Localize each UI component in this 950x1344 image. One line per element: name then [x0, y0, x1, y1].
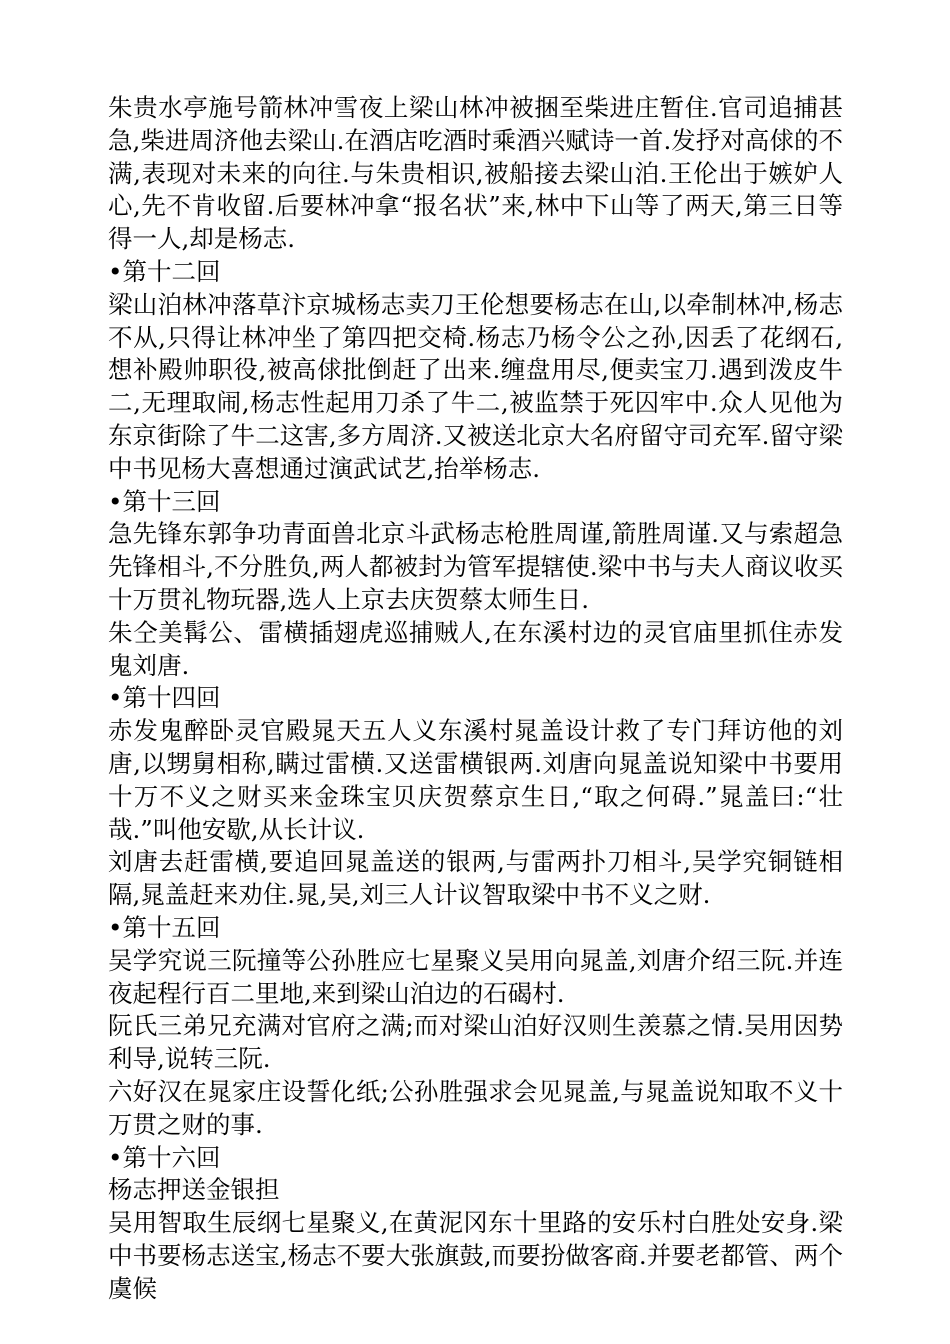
- paragraph-ch15-summary-3: 六好汉在晁家庄设誓化纸;公孙胜强求会见晁盖,与晁盖说知取不义十万贯之财的事.: [108, 1076, 843, 1139]
- paragraph-ch15-summary-2: 阮氏三弟兄充满对官府之满;而对梁山泊好汉则生羡慕之情.吴用因势利导,说转三阮.: [108, 1011, 843, 1074]
- chapter-heading-15: •第十五回: [108, 912, 221, 942]
- chapter-heading-12: •第十二回: [108, 256, 221, 286]
- paragraph-ch14-summary-1: 赤发鬼醉卧灵官殿晁天五人义东溪村晁盖设计救了专门拜访他的刘唐,以甥舅相称,瞒过雷横.又送雷横银两.刘唐向晁盖说知梁中书要用十万不义之财买来金珠宝贝庆贺蔡京生日,“取之何碍.”晁盖曰:“壮哉.”叫他安歇,从长计议.: [108, 716, 843, 844]
- paragraph-ch13-summary-1: 急先锋东郭争功青面兽北京斗武杨志枪胜周谨,箭胜周谨.又与索超急先锋相斗,不分胜负,两人都被封为管军提辖使.梁中书与夫人商议收买十万贯礼物玩器,选人上京去庆贺蔡太师生日.: [108, 519, 843, 614]
- paragraph-ch12-summary: 梁山泊林冲落草汴京城杨志卖刀王伦想要杨志在山,以牵制林冲,杨志不从,只得让林冲坐了第四把交椅.杨志乃杨令公之孙,因丢了花纲石,想补殿帅职役,被高俅批倒赶了出来.缠盘用尽,便卖宝刀.遇到泼皮牛二,无理取闹,杨志性起用刀杀了牛二,被监禁于死囚牢中.众人见他为东京街除了牛二这害,多方周济.又被送北京大名府留守司充军.留守梁中书见杨大喜想通过演武试艺,抬举杨志.: [108, 289, 843, 483]
- paragraph-ch13-summary-2: 朱仝美髯公、雷横插翅虎巡捕贼人,在东溪村边的灵官庙里抓住赤发鬼刘唐.: [108, 617, 843, 680]
- chapter-heading-13: •第十三回: [108, 486, 221, 516]
- paragraph-ch15-summary-1: 吴学究说三阮撞等公孙胜应七星聚义吴用向晁盖,刘唐介绍三阮.并连夜起程行百二里地,来到梁山泊边的石碣村.: [108, 945, 843, 1008]
- paragraph-ch14-summary-2: 刘唐去赶雷横,要追回晁盖送的银两,与雷两扑刀相斗,吴学究铜链相隔,晁盖赶来劝住.晁,吴,刘三人计议智取梁中书不义之财.: [108, 847, 843, 910]
- paragraph-ch16-summary: 吴用智取生辰纲七星聚义,在黄泥冈东十里路的安乐村白胜处安身.梁中书要杨志送宝,杨志不要大张旗鼓,而要扮做客商.并要老都管、两个虞候: [108, 1208, 843, 1303]
- chapter-heading-14: •第十四回: [108, 683, 221, 713]
- chapter-heading-16: •第十六回: [108, 1142, 221, 1172]
- paragraph-ch16-subtitle: 杨志押送金银担: [108, 1175, 280, 1205]
- paragraph-ch11-summary: 朱贵水亭施号箭林冲雪夜上梁山林冲被捆至柴进庄暂住.官司追捕甚急,柴进周济他去梁山.在酒店吃酒时乘酒兴赋诗一首.发抒对高俅的不满,表现对未来的向往.与朱贵相识,被船接去梁山泊.王伦出于嫉妒人心,先不肯收留.后要林冲拿“报名状”来,林中下山等了两天,第三日等得一人,却是杨志.: [108, 93, 843, 254]
- document-page: [108, 92, 843, 1305]
